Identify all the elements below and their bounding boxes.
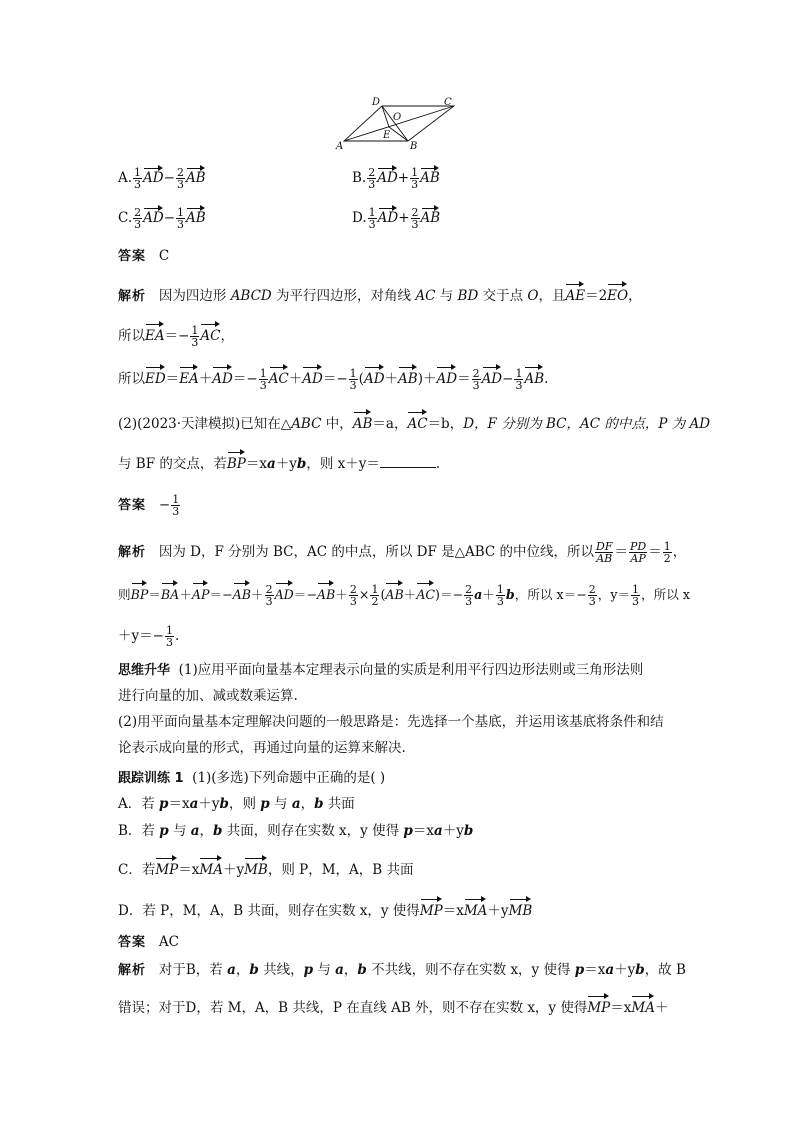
text-span: AB <box>385 581 403 605</box>
text-span: 3 <box>134 218 142 231</box>
analysis-label: 解析 <box>118 289 147 304</box>
text-span: ＝− <box>164 328 190 344</box>
text-span: 中， <box>321 416 353 432</box>
text-span: C <box>158 248 170 264</box>
text-span: ＋ <box>250 587 264 602</box>
text-span: 所以 <box>118 371 145 387</box>
label-o: O <box>393 112 402 123</box>
fraction <box>367 167 376 190</box>
text-span: AP <box>192 581 210 605</box>
text-span: MA <box>631 994 655 1018</box>
text-span: 3 <box>472 379 480 392</box>
text-span: AB <box>596 552 613 565</box>
text-span: b <box>314 796 324 812</box>
label-b: B <box>410 141 418 152</box>
text-span: a <box>433 823 443 839</box>
text-span: + <box>397 170 410 186</box>
text-span: 1 <box>371 583 379 596</box>
text-span: 2 <box>588 583 596 596</box>
text-span: ＋ <box>198 371 213 387</box>
fraction <box>133 167 142 190</box>
text-span: AC <box>200 322 220 346</box>
text-span: 1 <box>663 540 671 553</box>
answer-blank[interactable] <box>380 455 436 468</box>
answer-3 <box>118 932 179 953</box>
text-span: 2 <box>265 583 273 596</box>
summary-label: 思维升华 <box>118 663 171 678</box>
text-span: 共面，则存在实数 x，y 使得 <box>222 823 404 839</box>
practice-option-c[interactable] <box>118 856 414 880</box>
fraction <box>165 625 174 648</box>
text-span: ，则 P，M，A，B 共面 <box>267 862 414 878</box>
text-span: )＝− <box>435 587 464 602</box>
segment-de <box>382 106 389 127</box>
text-span: − <box>163 210 176 226</box>
fraction <box>629 541 647 564</box>
text-span: MB <box>244 856 268 880</box>
text-span: 为平行四边形，对角线 <box>271 288 416 304</box>
text-span: EA <box>179 365 199 389</box>
text-span: 3 <box>411 178 419 191</box>
fraction <box>349 368 358 391</box>
text-span: BA <box>161 581 179 605</box>
text-span: B．若 <box>118 823 160 839</box>
fraction <box>663 541 672 564</box>
text-span: ＋y <box>442 823 464 839</box>
fraction <box>514 368 523 391</box>
text-span: b <box>635 962 645 978</box>
text-span: 3 <box>265 595 273 608</box>
text-span: − <box>163 170 175 186</box>
practice-label: 跟踪训练 1 <box>118 771 184 786</box>
text-span: 答案 <box>118 498 147 513</box>
analysis-1-line-1 <box>118 282 642 307</box>
text-span: A．若 <box>118 796 160 812</box>
fraction <box>133 207 142 230</box>
text-span: ＝x <box>584 962 606 978</box>
text-span: 3 <box>349 595 357 608</box>
text-span: AB <box>233 581 251 605</box>
text-span: ＋ <box>403 587 417 602</box>
text-span: 1 <box>411 166 419 179</box>
text-span: a <box>189 796 199 812</box>
text-span: 3 <box>465 595 473 608</box>
text-span: 共面 <box>323 796 355 812</box>
fraction <box>496 584 505 607</box>
text-span: ， <box>235 962 250 978</box>
text-span: ， <box>220 328 235 344</box>
text-span: ＝x <box>412 823 434 839</box>
text-span: ，所以 x <box>641 587 690 602</box>
text-span: ＝− <box>209 587 233 602</box>
analysis-3-line-2 <box>118 994 668 1018</box>
text-span: 3 <box>632 595 640 608</box>
question-2-line-2 <box>118 450 440 474</box>
text-span: ， <box>343 962 358 978</box>
text-span: ， <box>199 823 214 839</box>
text-span: a <box>335 962 344 978</box>
text-span: ， <box>672 544 687 560</box>
text-span: 交于点 <box>478 288 528 304</box>
fraction <box>472 368 481 391</box>
text-span: 3 <box>368 218 376 231</box>
fraction <box>368 207 377 230</box>
text-span: AD <box>436 365 457 389</box>
analysis-2-line-3 <box>118 625 179 648</box>
text-span: ＋y <box>614 962 636 978</box>
text-span: 与 <box>168 823 191 839</box>
text-span: × <box>358 587 370 602</box>
practice-option-b[interactable] <box>118 821 473 841</box>
text-span: AC <box>407 410 427 434</box>
text-span: 1 <box>496 583 504 596</box>
fraction <box>631 584 640 607</box>
text-span: AB <box>353 410 373 434</box>
text-span: 2 <box>472 367 480 380</box>
text-span: b <box>213 823 223 839</box>
text-span: ＝ <box>148 587 161 602</box>
text-span: p <box>303 962 314 978</box>
text-span: 2 <box>371 595 379 608</box>
text-span: 3 <box>515 379 523 392</box>
text-span: a <box>605 962 615 978</box>
text-span: 与 <box>313 962 336 978</box>
fraction <box>176 207 185 230</box>
text-span: (1)(多选)下列命题中正确的是( ) <box>192 770 386 786</box>
text-span: AD <box>364 365 385 389</box>
text-span: )＋ <box>417 371 437 387</box>
text-span: ＋ <box>482 587 495 602</box>
summary-line-1 <box>118 660 643 681</box>
text-span: EA <box>145 322 165 346</box>
text-span: ，且 <box>538 288 566 304</box>
text-span: 2 <box>349 583 357 596</box>
practice-option-d[interactable] <box>118 897 532 921</box>
text-span: 3 <box>588 595 596 608</box>
text-span: 1 <box>349 367 357 380</box>
text-span: DF <box>596 540 613 553</box>
fraction <box>410 167 419 190</box>
text-span: MP <box>420 897 443 921</box>
text-span: A. <box>118 170 133 186</box>
text-span: 答案 <box>118 935 147 950</box>
fraction <box>588 584 597 607</box>
text-span: ＝x <box>245 456 268 472</box>
text-span: ＋ <box>179 587 192 602</box>
text-span: ＋y <box>222 862 245 878</box>
text-span: 不共线，则不存在实数 x，y 使得 <box>366 962 575 978</box>
text-span: 与 <box>435 288 458 304</box>
vector: AB <box>421 206 441 226</box>
label-d: D <box>372 97 381 108</box>
text-span: 因为四边形 <box>158 288 231 304</box>
text-span: ＝b， <box>427 416 464 432</box>
text-span: ＋y＝− <box>118 628 164 644</box>
text-span: 3 <box>349 379 357 392</box>
text-span: b <box>463 823 474 839</box>
text-span: BP <box>131 581 149 605</box>
text-span: AD <box>302 365 323 389</box>
text-span: ＝ <box>165 371 180 387</box>
text-span: 对于B，若 <box>158 962 228 978</box>
text-span: 3 <box>176 178 184 191</box>
text-span: 3 <box>172 505 180 518</box>
text-span: C. <box>118 210 133 226</box>
text-span: MB <box>509 897 533 921</box>
text-span: 2 <box>368 166 376 179</box>
text-span: b <box>249 962 259 978</box>
text-span: ， <box>300 796 315 812</box>
text-span: AC <box>415 288 436 304</box>
text-span: AB <box>524 365 544 389</box>
text-span: 1 <box>515 367 523 380</box>
text-span: MA <box>199 856 223 880</box>
vector: AD <box>378 206 399 226</box>
text-span: 1 <box>134 166 142 179</box>
text-span: BD <box>457 288 479 304</box>
text-span: ＋y <box>275 456 297 472</box>
text-span: 解析 <box>118 545 147 560</box>
vector: AB <box>186 206 206 226</box>
text-span: 因为 D，F 分别为 BC，AC 的中点，所以 DF 是△ABC 的中位线，所以 <box>158 544 595 560</box>
analysis-1-line-3 <box>118 365 548 391</box>
text-span: PD <box>629 540 647 553</box>
text-span: ，则 <box>228 796 261 812</box>
text-span: 共线， <box>258 962 304 978</box>
text-span: 所以 <box>118 328 145 344</box>
text-span: ＝x <box>442 903 464 919</box>
text-span: ＝a， <box>372 416 408 432</box>
text-span: ，故 B <box>644 962 686 978</box>
text-span: AB <box>317 581 335 605</box>
label-c: C <box>444 97 452 108</box>
text-span: . <box>544 371 549 387</box>
text-span: 1 <box>259 367 267 380</box>
text-span: ( <box>380 587 386 602</box>
text-span: ，则 x＋y＝ <box>306 456 380 472</box>
text-span: 2 <box>465 583 473 596</box>
text-span: a <box>291 796 301 812</box>
text-span: B. <box>352 170 367 186</box>
text-span: + <box>398 210 410 226</box>
text-span: 与 <box>269 796 292 812</box>
fraction <box>464 584 473 607</box>
text-span: 3 <box>259 379 267 392</box>
fraction <box>265 584 274 607</box>
text-span: 3 <box>165 636 173 649</box>
text-span: a <box>227 962 236 978</box>
text-span: 1 <box>632 583 640 596</box>
text-span: D，F 分别为 BC，AC 的中点，P 为 AD <box>463 416 711 432</box>
text-span: 3 <box>177 218 185 231</box>
option-c[interactable] <box>118 206 206 230</box>
text-span: ＋ <box>654 1000 669 1016</box>
text-span: . <box>174 628 180 644</box>
text-span: AC <box>269 365 289 389</box>
text-span: ＝ <box>648 544 662 560</box>
option-a[interactable] <box>118 166 206 190</box>
text-span: 1 <box>165 624 173 637</box>
vector: AD <box>377 166 398 186</box>
text-span: 2 <box>411 206 419 219</box>
fraction <box>349 584 358 607</box>
text-span: ＋ <box>384 371 399 387</box>
text-span: p <box>574 962 585 978</box>
summary-line-2 <box>118 686 298 706</box>
text-span: 3 <box>496 595 504 608</box>
text-span: p <box>159 823 169 839</box>
text-span: − <box>158 497 171 513</box>
text-span: ，所以 x＝− <box>514 587 587 602</box>
answer-1 <box>118 246 169 267</box>
text-span: p <box>403 823 413 839</box>
fraction <box>176 167 185 190</box>
vector: AD <box>143 206 164 226</box>
label-a: A <box>336 141 344 152</box>
text-span: a <box>474 587 483 602</box>
text-span: b <box>296 456 307 472</box>
text-span: AE <box>565 282 585 306</box>
text-span: b <box>357 962 367 978</box>
text-span: ＝− <box>293 587 317 602</box>
text-span: 2 <box>134 206 142 219</box>
text-span: D．若 P，M，A，B 共面，则存在实数 x，y 使得 <box>118 903 420 919</box>
text-span: (1)应用平面向量基本定理表示向量的实质是利用平行四边形法则或三角形法则 <box>178 662 644 678</box>
text-span: ABCD <box>230 288 272 304</box>
fraction <box>190 325 199 348</box>
text-span: 与 BF 的交点，若 <box>118 456 227 472</box>
vector: AD <box>143 166 164 186</box>
text-span: ABC <box>291 416 322 432</box>
text-span: 1 <box>368 206 376 219</box>
fraction <box>370 584 379 607</box>
text-span: D. <box>352 210 367 226</box>
text-span: 进行向量的加、减或数乘运算. <box>118 688 298 704</box>
text-span: ED <box>145 365 166 389</box>
text-span: a <box>190 823 200 839</box>
fraction <box>595 541 613 564</box>
text-span: 3 <box>134 178 142 191</box>
text-span: ＋y <box>198 796 220 812</box>
fraction <box>259 368 268 391</box>
text-span: ， <box>628 288 642 304</box>
text-span: 2 <box>663 552 671 565</box>
segment-eb <box>389 127 408 141</box>
text-span: 3 <box>411 218 419 231</box>
label-e: E <box>383 130 391 141</box>
text-span: b <box>505 587 515 602</box>
text-span: 1 <box>172 493 180 506</box>
text-span: 3 <box>368 178 376 191</box>
fraction <box>171 494 180 517</box>
text-span: 1 <box>191 324 199 337</box>
text-span: AC <box>158 934 179 950</box>
text-span: ＝ <box>457 371 471 387</box>
text-span: 1 <box>177 206 185 219</box>
text-span: ＝2 <box>585 288 608 304</box>
vector: AB <box>186 166 206 186</box>
text-span: 答案 <box>118 249 147 264</box>
text-span: ＝− <box>232 371 258 387</box>
option-b[interactable] <box>352 166 440 190</box>
text-span: 错误；对于D，若 M，A，B 共线，P 在直线 AB 外，则不存在实数 x，y 使得 <box>118 1000 588 1016</box>
vector: AB <box>420 166 440 186</box>
text-span: ＋y <box>487 903 509 919</box>
text-span: AP <box>630 552 646 565</box>
text-span: 则 <box>118 587 131 602</box>
text-span: BP <box>227 450 246 474</box>
analysis-2-line-1 <box>118 541 686 564</box>
analysis-2-line-2 <box>118 581 690 607</box>
text-span: MP <box>155 856 178 880</box>
text-span: MA <box>464 897 488 921</box>
text-span: O <box>527 288 539 304</box>
fraction <box>411 207 420 230</box>
text-span: p <box>260 796 270 812</box>
summary-line-3 <box>118 712 664 732</box>
text-span: ＝x <box>610 1000 632 1016</box>
question-2-line-1 <box>118 410 710 434</box>
text-span: AD <box>275 581 294 605</box>
text-span: (2)(2023·天津模拟)已知在△ <box>118 416 292 432</box>
text-span: ＝x <box>168 796 190 812</box>
practice-option-a[interactable] <box>118 794 355 814</box>
text-span: ＋ <box>335 587 348 602</box>
text-span: C．若 <box>118 862 156 878</box>
text-span: MP <box>587 994 610 1018</box>
text-span: . <box>435 456 441 472</box>
text-span: AB <box>398 365 418 389</box>
text-span: b <box>219 796 229 812</box>
text-span: ＝ <box>614 544 628 560</box>
text-span: ＝− <box>322 371 348 387</box>
text-span: a <box>267 456 276 472</box>
text-span: − <box>502 371 514 387</box>
text-span: ( <box>358 371 364 387</box>
answer-2 <box>118 494 181 517</box>
text-span: 3 <box>191 336 199 349</box>
practice-question <box>118 768 385 789</box>
text-span: AC <box>416 581 435 605</box>
text-span: ，y＝ <box>597 587 631 602</box>
analysis-3-line-1 <box>118 960 686 981</box>
summary-line-4 <box>118 738 406 758</box>
text-span: ＋ <box>288 371 303 387</box>
text-span: 2 <box>176 166 184 179</box>
text-span: AD <box>212 365 233 389</box>
option-d[interactable] <box>352 206 440 230</box>
text-span: 论表示成向量的形式，再通过向量的运算来解决. <box>118 740 406 756</box>
text-span: AD <box>482 365 503 389</box>
analysis-1-line-2 <box>118 322 234 348</box>
text-span: (2)用平面向量基本定理解决问题的一般思路是：先选择一个基底，并运用该基底将条件和结 <box>118 714 664 730</box>
parallelogram-figure <box>330 96 470 152</box>
text-span: ＝x <box>178 862 200 878</box>
text-span: p <box>159 796 169 812</box>
text-span: 解析 <box>118 963 147 978</box>
text-span: EO <box>607 282 628 306</box>
